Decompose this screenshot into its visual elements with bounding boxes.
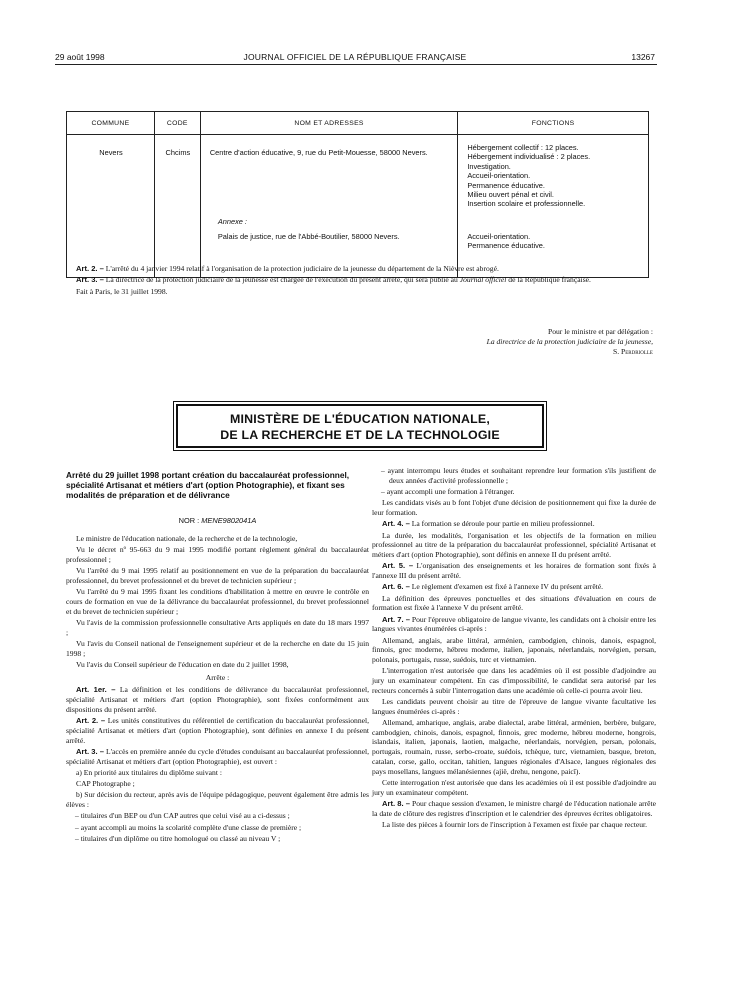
functions-annexe-list: Accueil-orientation. Permanence éducative. — [467, 232, 545, 251]
header-rule — [55, 64, 657, 65]
header-page-number: 13267 — [631, 52, 655, 62]
signature-block: Pour le ministre et par délégation : La directrice de la protection judiciaire de la jeunesse, S. Perdriolle — [486, 327, 653, 356]
done-at: Fait à Paris, le 31 juillet 1998. — [76, 286, 168, 296]
header-date: 29 août 1998 — [55, 52, 105, 62]
annexe-label: Annexe : — [217, 217, 247, 226]
address-annexe: Palais de justice, rue de l'Abbé-Boutilier, 58000 Nevers. — [217, 232, 400, 241]
address-main: Centre d'action éducative, 9, rue du Petit-Mouesse, 58000 Nevers. — [209, 148, 428, 157]
arrete: Arrête : — [205, 672, 230, 682]
col-commune: COMMUNE — [67, 112, 155, 135]
cell-commune: Nevers — [67, 135, 155, 278]
ministry-heading: MINISTÈRE DE L'ÉDUCATION NATIONALE, DE LA RECHERCHE ET DE LA TECHNOLOGIE — [176, 404, 544, 448]
top-articles: Art. 2. – L'arrêté du 4 janvier 1994 relatif à l'organisation de la protection judiciaire de la jeunesse du département de la Nièvre est abrogé. Art. 3. – La directrice de la protection judiciaire de la jeunesse est chargée de l'exécution du présent arrêté, qui sera publié au Journal officiel de la République française. Fait à Paris, le 31 juillet 1998. — [66, 264, 656, 298]
left-column: Le ministre de l'éducation nationale, de la recherche et de la technologie, Vu le décret nº 95-663 du 9 mai 1995 modifié portant règlement général du baccalauréat professionnel ; Vu l'arrêté du 9 mai 1995 relatif au positionnement en vue de la préparation du baccalauréat professionnel, du brevet professionnel et du brevet de technicien supérieur ; Vu l'arrêté du 9 mai 1995 fixant les conditions d'habilitation à mettre en œuvre le contrôle en cours de formation en vue de la délivrance du baccalauréat professionnel, du brevet professionnel et du brevet de technicien supérieur ; Vu l'avis de la commission professionnelle consultative Arts appliqués en date du 18 mars 1997 ; Vu l'avis du Conseil national de l'enseignement supérieur et de la recherche en date du 15 juin 1998 ; Vu l'avis du Conseil supérieur de l'éducation en date du 2 juillet 1998, Arrête : Art. 1er. – La définition et les conditions de délivrance du baccalauréat professionnel, spécialité Artisanat et métiers d'art (option Photographie), sont fixées conformément aux dispositions du présent arrêté. Art. 2. – Les unités constitutives du référentiel de certification du baccalauréat professionnel, spécialité Artisanat et métiers d'art (option Photographie), sont définies en annexe I du présent arrêté. Art. 3. – L'accès en première année du cycle d'études conduisant au baccalauréat professionnel, spécialité Artisanat et métiers d'art (option Photographie), est ouvert : a) En priorité aux titulaires du diplôme suivant : CAP Photographe ; b) Sur décision du recteur, après avis de l'équipe pédagogique, peuvent également être admis les élèves : – titulaires d'un BEP ou d'un CAP autres que celui visé au a ci-dessus ; – ayant accompli au moins la scolarité complète d'une classe de première ; – titulaires d'un diplôme ou titre homologué ou classé au niveau V ; — [66, 534, 370, 843]
header-journal-title: JOURNAL OFFICIEL DE LA RÉPUBLIQUE FRANÇAISE — [243, 52, 467, 62]
cell-functions — [458, 135, 649, 278]
table-header-row — [67, 112, 649, 135]
table-row — [67, 135, 649, 278]
functions-main-list: Hébergement collectif : 12 places. Hébergement individualisé : 2 places. Investigation. Accueil-orientation. Permanence éducative. Milieu ouvert pénal et civil. Insertion scolaire et professionnelle. — [467, 143, 591, 209]
nor-reference: NOR : MENE9802041A — [178, 516, 257, 525]
col-functions: FONCTIONS — [458, 112, 649, 135]
col-code: CODE — [154, 112, 200, 135]
cell-address — [200, 135, 458, 278]
establishments-table — [66, 111, 649, 278]
decree-title: Arrêté du 29 juillet 1998 portant création du baccalauréat professionnel, spécialité Artisanat et métiers d'art (option Photographie), et fixant ses modalités de préparation et de délivrance — [66, 470, 350, 500]
right-column: – ayant interrompu leurs études et souhaitant reprendre leur formation s'ils justifient de deux années d'activité professionnelle ; – ayant accompli une formation à l'étranger. Les candidats visés au b font l'objet d'une décision de positionnement qui fixe la durée de leur formation. Art. 4. – La formation se déroule pour partie en milieu professionnel. La durée, les modalités, l'organisation et les objectifs de la formation en milieu professionnel au titre de la préparation du baccalauréat professionnel, spécialité Artisanat et métiers d'art (option Photographie), sont définis en annexe II du présent arrêté. Art. 5. – L'organisation des enseignements et les horaires de formation sont fixés à l'annexe III du présent arrêté. Art. 6. – Le règlement d'examen est fixé à l'annexe IV du présent arrêté. La définition des épreuves ponctuelles et des situations d'évaluation en cours de formation est fixée à l'annexe V du présent arrêté. Art. 7. – Pour l'épreuve obligatoire de langue vivante, les candidats ont à choisir entre les langues vivantes énumérées ci-après : Allemand, anglais, arabe littéral, arménien, cambodgien, chinois, danois, espagnol, finnois, grec moderne, hébreu moderne, italien, japonais, néerlandais, norvégien, persan, polonais, portugais, russe, suédois, turc et vietnamien. L'interrogation n'est autorisée que dans les académies où il est possible d'adjoindre au jury un examinateur compétent. En cas d'impossibilité, le candidat sera autorisé par les recteurs concernés à subir l'interrogation dans une académie où celle-ci pourra avoir lieu. Les candidats peuvent choisir au titre de l'épreuve de langue vivante facultative les langues énumérées ci-après : Allemand, amharique, anglais, arabe dialectal, arabe littéral, arménien, berbère, bulgare, cambodgien, chinois, danois, espagnol, finnois, grec moderne, hébreu moderne, hongrois, islandais, italien, japonais, laotien, malgache, néerlandais, norvégien, persan, polonais, portugais, roumain, russe, serbo-croate, suédois, tchèque, turc, vietnamien, basque, breton, catalan, corse, gallo, occitan, tahitien, langues régionales d'Alsace, langues régionales des pays mosellans, langues mélanésiennes (ajië, drehu, nengone, paicî). Cette interrogation n'est autorisée que dans les académies où il est possible d'adjoindre au jury un examinateur compétent. Art. 8. – Pour chaque session d'examen, le ministre chargé de l'éducation nationale arrête la date de clôture des registres d'inscription et le calendrier des épreuves écrites obligatoires. La liste des pièces à fournir lors de l'inscription à l'examen est fixée par chaque recteur. — [372, 466, 656, 829]
cell-code: Chcims — [154, 135, 200, 278]
col-names-addresses: NOM ET ADRESSES — [200, 112, 458, 135]
